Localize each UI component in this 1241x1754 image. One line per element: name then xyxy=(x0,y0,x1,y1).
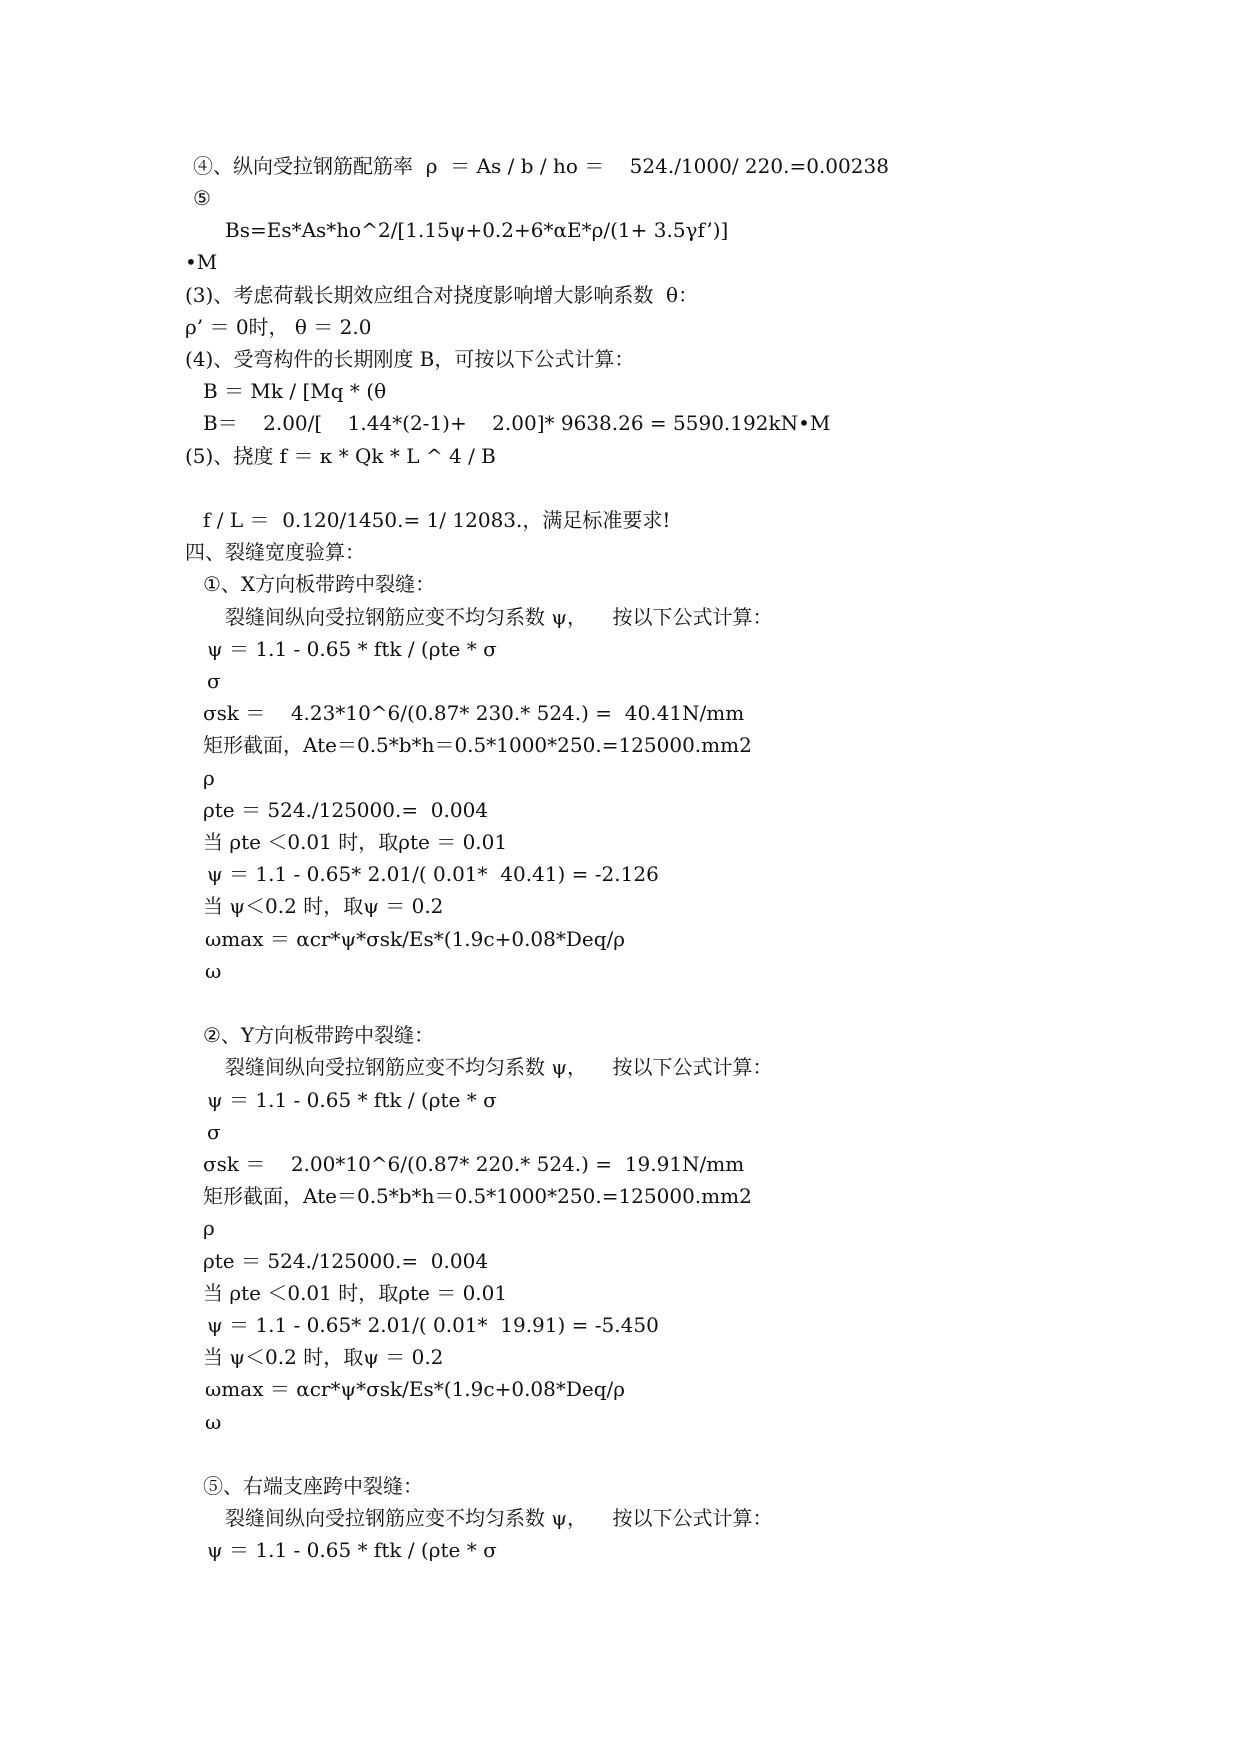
text-line: 当 ρte ＜0.01 时，取ρte ＝ 0.01 xyxy=(203,1281,508,1305)
text-line: •M xyxy=(185,250,218,274)
text-line: 裂缝间纵向受拉钢筋应变不均匀系数 ψ， 按以下公式计算： xyxy=(225,605,773,629)
text-line: (4)、受弯构件的长期刚度 B，可按以下公式计算： xyxy=(185,347,635,371)
text-line: ω xyxy=(205,1410,222,1434)
text-line: ρte ＝ 524./125000.= 0.004 xyxy=(203,798,489,822)
text-line: ψ ＝ 1.1 - 0.65 * ftk / (ρte * σ xyxy=(207,637,497,661)
text-line: ωmax ＝ αcr*ψ*σsk/Es*(1.9c+0.08*Deq/ρ xyxy=(205,927,626,951)
text-line: B＝ 2.00/[ 1.44*(2-1)+ 2.00]* 9638.26 = 5590.192kN•M xyxy=(203,411,831,435)
text-line: B ＝ Mk / [Mq * (θ xyxy=(203,379,387,403)
text-line: ρte ＝ 524./125000.= 0.004 xyxy=(203,1249,489,1273)
text-line: ④、纵向受拉钢筋配筋率 ρ ＝ As / b / ho ＝ 524./1000/ 220.=0.00238 xyxy=(193,154,889,178)
subsection-heading: ①、X方向板带跨中裂缝： xyxy=(203,572,436,596)
section-heading: 四、裂缝宽度验算： xyxy=(185,540,365,564)
text-line: σ xyxy=(207,669,221,693)
text-line: Bs=Es*As*ho^2/[1.15ψ+0.2+6*αE*ρ/(1+ 3.5γf’)] xyxy=(225,218,729,242)
text-line: ψ ＝ 1.1 - 0.65* 2.01/( 0.01* 19.91) = -5.450 xyxy=(207,1313,659,1337)
text-line: 当 ρte ＜0.01 时，取ρte ＝ 0.01 xyxy=(203,830,508,854)
text-line: σsk ＝ 4.23*10^6/(0.87* 230.* 524.) = 40.41N/mm xyxy=(203,701,745,725)
text-line: σsk ＝ 2.00*10^6/(0.87* 220.* 524.) = 19.91N/mm xyxy=(203,1152,745,1176)
text-line: ψ ＝ 1.1 - 0.65* 2.01/( 0.01* 40.41) = -2.126 xyxy=(207,862,659,886)
text-line: 裂缝间纵向受拉钢筋应变不均匀系数 ψ， 按以下公式计算： xyxy=(225,1055,773,1079)
text-line: ψ ＝ 1.1 - 0.65 * ftk / (ρte * σ xyxy=(207,1088,497,1112)
text-line: ψ ＝ 1.1 - 0.65 * ftk / (ρte * σ xyxy=(207,1538,497,1562)
text-line: 裂缝间纵向受拉钢筋应变不均匀系数 ψ， 按以下公式计算： xyxy=(225,1506,773,1530)
text-line: 当 ψ＜0.2 时，取ψ ＝ 0.2 xyxy=(203,894,444,918)
subsection-heading: ②、Y方向板带跨中裂缝： xyxy=(203,1023,435,1047)
text-line: ωmax ＝ αcr*ψ*σsk/Es*(1.9c+0.08*Deq/ρ xyxy=(205,1377,626,1401)
text-line: 矩形截面，Ate＝0.5*b*h＝0.5*1000*250.=125000.mm2 xyxy=(203,733,752,757)
text-line: ρ’ ＝ 0时， θ ＝ 2.0 xyxy=(185,315,372,339)
subsection-heading: ⑤、右端支座跨中裂缝： xyxy=(203,1474,423,1498)
text-line: f / L ＝ 0.120/1450.= 1/ 12083.，满足标准要求! xyxy=(203,508,671,532)
text-line: 矩形截面，Ate＝0.5*b*h＝0.5*1000*250.=125000.mm2 xyxy=(203,1184,752,1208)
text-line: 当 ψ＜0.2 时，取ψ ＝ 0.2 xyxy=(203,1345,444,1369)
text-line: ⑤ xyxy=(193,186,211,210)
text-line: ρ xyxy=(203,766,215,790)
text-line: (5)、挠度 f ＝ κ * Qk * L ^ 4 / B xyxy=(185,444,496,468)
text-line: (3)、考虑荷载长期效应组合对挠度影响增大影响系数 θ： xyxy=(185,283,699,307)
text-line: ω xyxy=(205,959,222,983)
text-line: ρ xyxy=(203,1216,215,1240)
text-line: σ xyxy=(207,1120,221,1144)
